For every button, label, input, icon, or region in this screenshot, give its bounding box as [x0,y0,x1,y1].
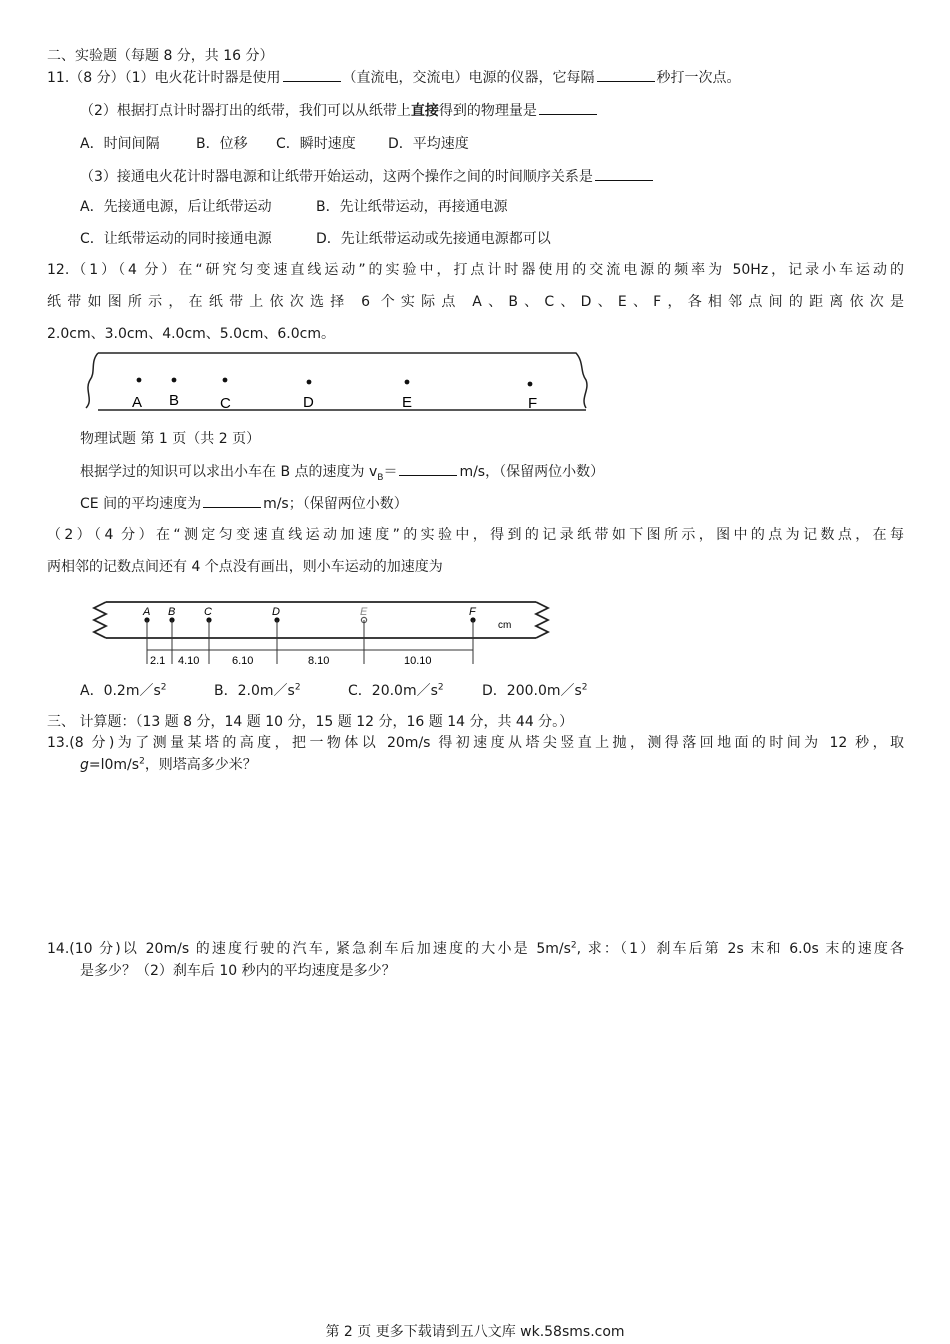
q12-vb-line [80,461,604,482]
q11-blank-4[interactable] [595,166,653,181]
q11-line3-text: （3）接通电火花计时器电源和让纸带开始运动，这两个操作之间的时间顺序关系是 [80,169,593,185]
tape1-dot-e [405,380,410,385]
q13-g-value: =l0m/s [88,757,140,773]
tape2-distance-cd: 6.10 [232,655,254,667]
q11-blank-2[interactable] [597,67,655,82]
q11-line1-text-a: 11.（8 分）（1）电火花计时器是使用 [47,70,281,86]
tape1-dot-d [307,380,312,385]
q11-option-a: A．时间间隔 [80,136,160,152]
inline-page-footer: 物理试题 第 1 页（共 2 页） [80,431,261,447]
q11-line2-text-a: （2）根据打点计时器打出的纸带，我们可以从纸带上 [80,103,411,119]
q11-emphasis-direct: 直接 [410,103,439,119]
section3-heading: 三、 计算题：（13 题 8 分，14 题 10 分，15 题 12 分，16 题 14 分，共 44 分。） [47,714,574,730]
q11-line2 [80,100,599,121]
q11-option2-a: A．先接通电源，后让纸带运动 [80,199,272,215]
q12-vb-subscript: B [377,472,384,483]
q12-vb-equals: ＝ [383,464,398,480]
q12-ce-line [80,493,408,514]
q14-line2: 是多少？（2）刹车后 10 秒内的平均速度是多少？ [80,963,396,979]
q11-option-d: D．平均速度 [388,136,469,152]
q13-g-sup: 2 [139,756,145,767]
tape1-label-c: C [220,395,231,412]
tape1-label-f: F [528,395,538,412]
q12-option-a: A．$0.2m/s^2$ [80,682,167,699]
q11-options-2-row1 [80,197,508,217]
section2-heading: 二、实验题（每题 8 分，共 16 分） [47,48,274,64]
tape2-label-b: B [168,606,176,618]
q13-question: ，则塔高多少米？ [144,757,257,773]
tape2-distance-bc: 4.10 [178,655,200,667]
q14-text-b: , 求：（1）刹车后第 2s 末和 6.0s 末的速度各 [576,941,904,957]
q11-line1 [47,67,741,88]
tape2-left-zigzag [94,602,106,638]
tape1-figure [84,350,594,416]
q14-line1 [47,939,904,959]
tape2-label-a: A [143,606,151,618]
tape2-label-d: D [272,606,280,618]
tape2-distance-ef: 10.10 [404,655,432,667]
tape2-label-e: E [360,606,368,618]
tape2-unit: cm [498,620,512,631]
q14-sup: 2 [570,940,577,951]
q12-blank-ce[interactable] [203,493,261,508]
q11-line2-text-b: 得到的物理量是 [438,103,537,119]
tape1-label-d: D [303,394,314,411]
q11-option2-d: D．先让纸带运动或先接通电源都可以 [316,231,551,247]
tape1-dot-b [172,378,177,383]
q12-vb-text-c: m/s，（保留两位小数） [459,464,605,480]
q11-option-b: B．位移 [196,136,248,152]
q12-blank-vb[interactable] [399,461,457,476]
q11-option-c: C．瞬时速度 [276,136,356,152]
q11-line1-text-c: 秒打一次点。 [656,70,741,86]
tape1-dot-a [137,378,142,383]
tape1-dot-f [528,382,533,387]
q11-option2-b: B．先让纸带运动，再接通电源 [316,199,508,215]
q12-line1: 12.（1）（4 分）在“研究匀变速直线运动”的实验中，打点计时器使用的交流电源的频率为 50Hz，记录小车运动的 [47,262,904,278]
q12-option-c: C．$20.0m/s^2$ [348,682,444,699]
tape1-label-e: E [402,394,413,411]
q12-part2-line1: （2）（4 分）在“测定匀变速直线运动加速度”的实验中，得到的记录纸带如下图所示，图中的点为记数点，在每 [47,527,904,543]
tape2-label-c: C [204,606,212,618]
tape1-left-edge [86,353,98,408]
tape2-distance-de: 8.10 [308,655,330,667]
q12-ce-text-a: CE 间的平均速度为 [80,496,202,512]
page-footer: 第 2 页 更多下载请到五八文库 wk.58sms.com [325,1324,625,1340]
q12-option-b: B．$2.0m/s^2$ [214,682,301,699]
q12-vb-text-a: 根据学过的知识可以求出小车在 B 点的速度为 v [80,464,378,480]
q12-part2-options [80,681,588,701]
tape2-distance-ab: 2.1 [150,655,166,667]
tape2-label-f: F [469,606,476,618]
q11-blank-3[interactable] [539,100,597,115]
tape2-right-zigzag [536,602,548,638]
tape1-dot-c [223,378,228,383]
q12-line2: 纸带如图所示，在纸带上依次选择 6 个实际点 A、B、C、D、E、F，各相邻点间的距离依次是 [47,294,904,310]
tape1-label-a: A [132,394,143,411]
q13-line2 [80,755,257,775]
q11-options-2-row2 [80,229,551,249]
q12-ce-text-b: m/s；（保留两位小数） [263,496,408,512]
q13-line1: 13.(8 分)为了测量某塔的高度，把一物体以 20m/s 得初速度从塔尖竖直上抛，测得落回地面的时间为 12 秒，取 [47,735,904,751]
q11-option2-c: C．让纸带运动的同时接通电源 [80,231,272,247]
q11-line1-text-b: （直流电，交流电）电源的仪器，它每隔 [342,70,595,86]
tape1-label-b: B [169,392,180,409]
tape2-figure [90,598,550,670]
q14-text-a: 14.(10 分)以 20m/s 的速度行驶的汽车, 紧急刹车后加速度的大小是 5m/s [47,941,571,957]
q12-option-d: D．$200.0m/s^2$ [482,682,588,699]
q11-options-1 [80,134,469,154]
q11-blank-1[interactable] [283,67,341,82]
q13-g-symbol: g [80,757,89,773]
q11-line3 [80,166,655,187]
q12-part2-line2: 两相邻的记数点间还有 4 个点没有画出，则小车运动的加速度为 [47,559,443,575]
q12-line3: 2.0cm、3.0cm、4.0cm、5.0cm、6.0cm。 [47,326,335,342]
